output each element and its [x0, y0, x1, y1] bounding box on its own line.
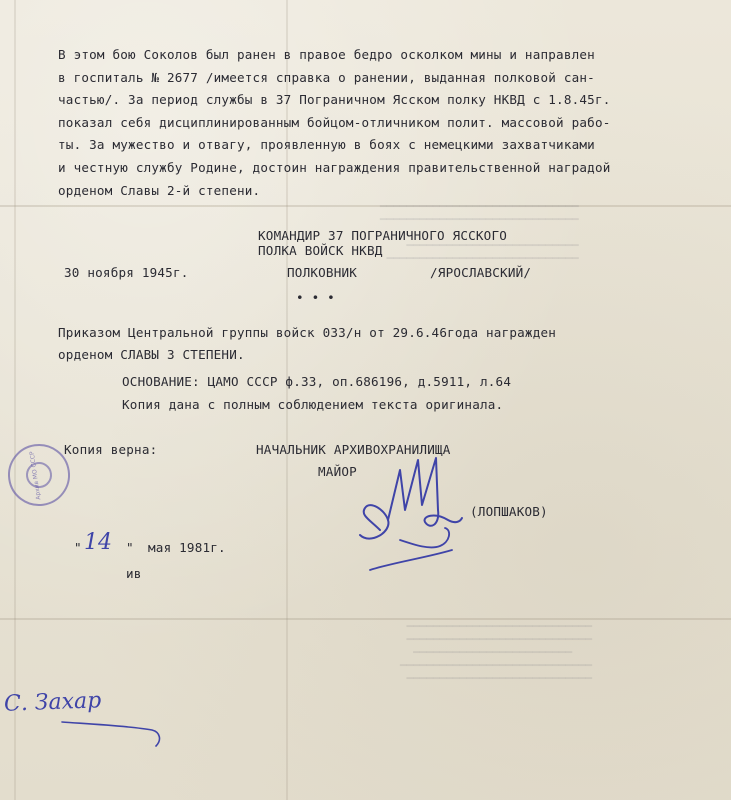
- handwritten-day: 14: [84, 530, 112, 555]
- paper-fold-line: [14, 0, 16, 800]
- main-paragraph: [58, 44, 726, 202]
- date-month-year: мая 1981г.: [148, 540, 226, 555]
- paper-fold-line: [0, 618, 731, 620]
- ellipsis-mark: • • •: [296, 290, 335, 305]
- reverse-side-bleed: ━━━━━━━━━━━━━━━━━━━━━━━━━━━━━━ ━━━━━━━━━━━━━━━━━━━━━━━━━━━━━━ ━━━━━━━━━━━━━━━━━━━━━━━━━━ ━━━━━━━━━━━━━━━━━━━━━━━━━━━━━: [380, 200, 579, 265]
- handwritten-underline: [60, 712, 170, 752]
- major-rank: МАЙОР: [318, 464, 357, 479]
- paragraph-line: показал себя дисциплинированным бойцом-отличником полит. массовой рабо-: [58, 114, 611, 130]
- date-close-quote: ": [126, 540, 134, 555]
- commander-name: /ЯРОСЛАВСКИЙ/: [430, 265, 532, 280]
- date-1945: 30 ноября 1945г.: [64, 265, 189, 280]
- stamp-text: Архив МО СССР: [28, 450, 43, 501]
- signature-mark: [340, 450, 480, 590]
- commander-title-line-2: ПОЛКА ВОЙСК НКВД: [258, 243, 383, 258]
- handwritten-note: С. Захар: [3, 688, 102, 717]
- copy-note: Копия дана с полным соблюдением текста оригинала.: [122, 397, 504, 412]
- copy-true-label: Копия верна:: [64, 442, 158, 457]
- paragraph-line: в госпиталь № 2677 /имеется справка о ранении, выданная полковой сан-: [58, 69, 595, 85]
- paragraph-line: В этом бою Соколов был ранен в правое бедро осколком мины и направлен: [58, 47, 595, 62]
- rank-colonel: ПОЛКОВНИК: [287, 265, 358, 280]
- paper-fold-line: [0, 205, 731, 207]
- date-open-quote: ": [74, 540, 82, 555]
- paragraph-line: ты. За мужество и отвагу, проявленную в боях с немецкими захватчиками: [58, 137, 595, 153]
- archive-basis-line: ОСНОВАНИЕ: ЦАМО СССР ф.33, оп.686196, д.5911, л.64: [122, 374, 512, 389]
- reverse-side-bleed: ━━━━━━━━━━━━━━━━━━━━━━━━━━━━ ━━━━━━━━━━━━━━━━━━━━━━━━━━━━ ━━━━━━━━━━━━━━━━━━━━━━━━ ━━━━━━━━━━━━━━━━━━━━━━━━━━━━━ ━━━━━━━━━━━━━━━━━━━━━━━━━━━━: [400, 620, 593, 685]
- archive-head-title: НАЧАЛЬНИК АРХИВОХРАНИЛИЩА: [256, 442, 451, 457]
- archive-head-name: (ЛОПШАКОВ): [470, 504, 548, 519]
- paragraph-line: и честную службу Родине, достоин награждения правительственной наградой: [58, 159, 611, 175]
- commander-title-line-1: КОМАНДИР 37 ПОГРАНИЧНОГО ЯССКОГО: [258, 228, 508, 243]
- typist-initials: ив: [126, 566, 142, 581]
- order-line-1: Приказом Центральной группы войск 033/н от 29.6.46года награжден: [58, 325, 557, 340]
- order-line-2: орденом СЛАВЫ 3 СТЕПЕНИ.: [58, 347, 245, 362]
- paragraph-line: орденом Славы 2-й степени.: [58, 182, 261, 198]
- paragraph-line: частью/. За период службы в 37 Пограничном Ясском полку НКВД с 1.8.45г.: [58, 92, 611, 108]
